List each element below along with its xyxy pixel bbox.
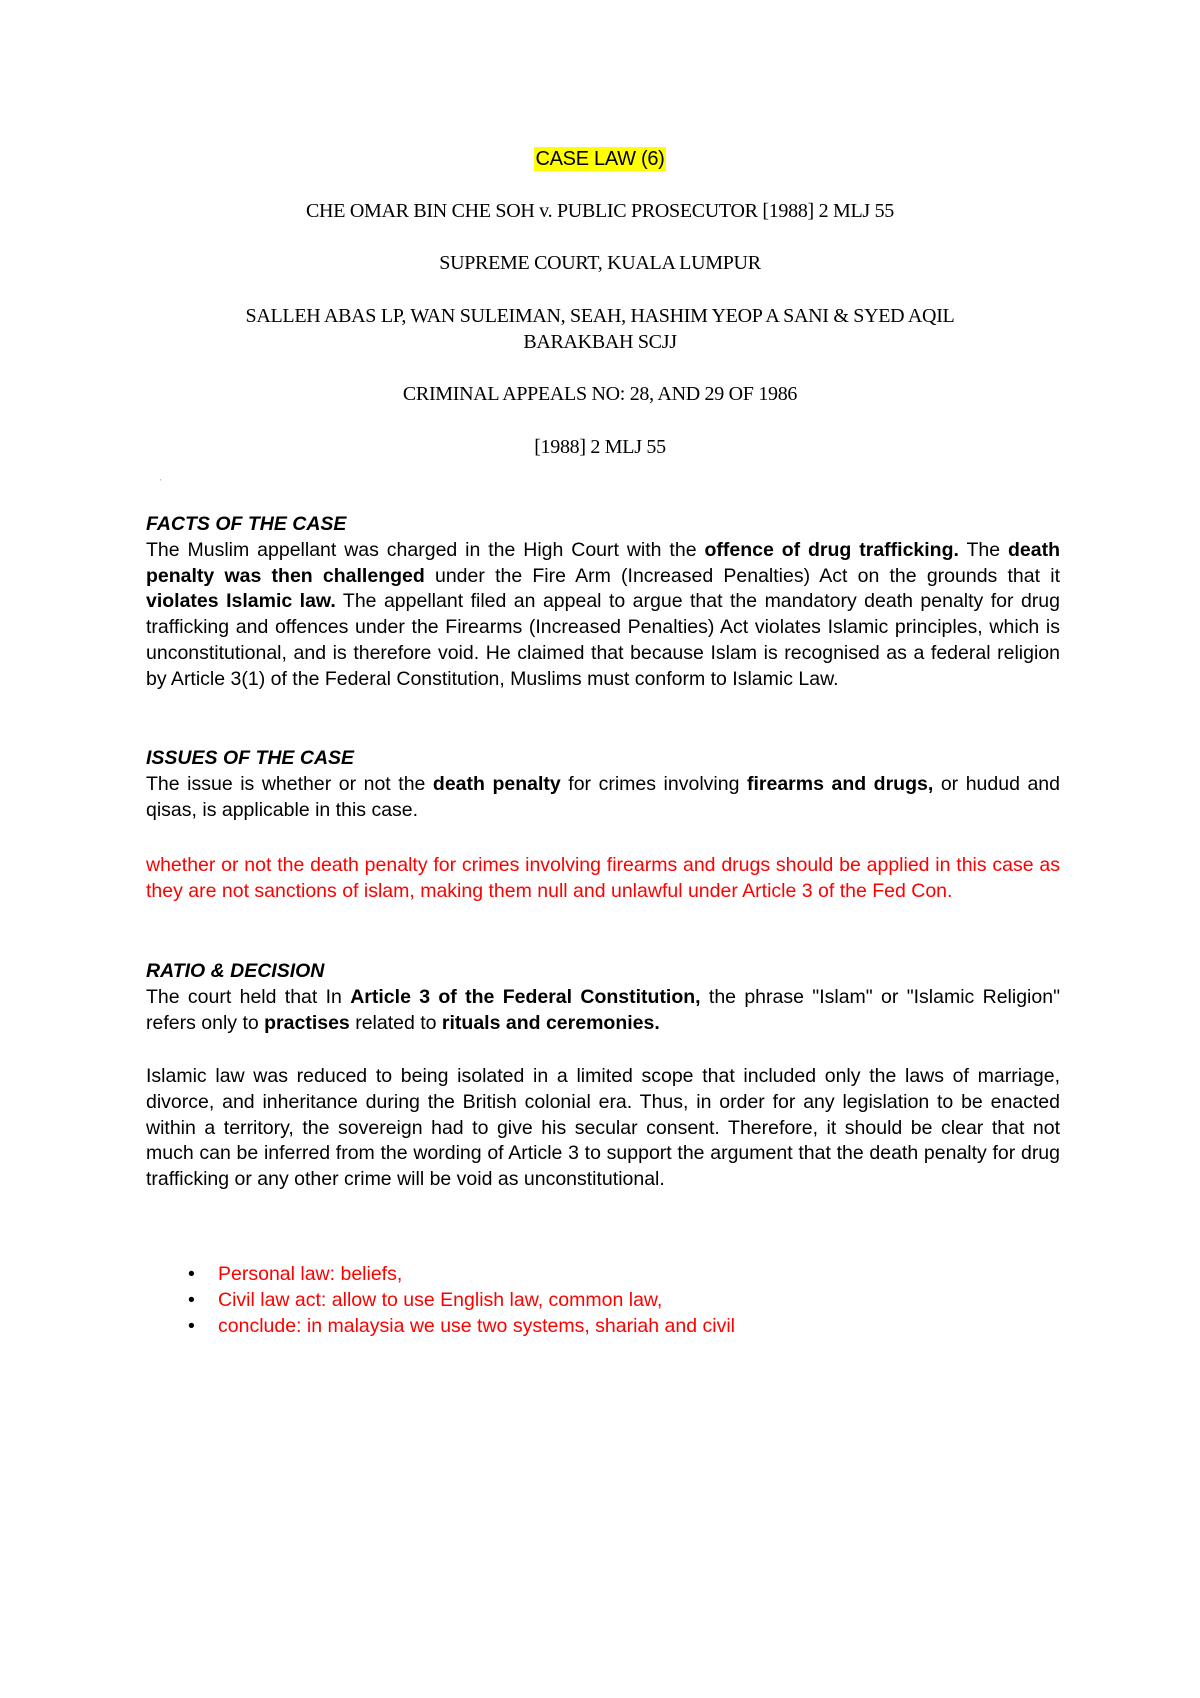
ratio-paragraph: Islamic law was reduced to being isolated in a limited scope that included only the laws of marriage, divorce, and inheritance during the British colonial era. Thus, in order for any legislation to be enacted within a territory, the sovereign had to give his secular consent. Therefore, it should be clear that not much can be inferred from the wording of Article 3 to support the argument that the death penalty for drug trafficking or any other crime will be void as unconstitutional. xyxy=(146,1065,1060,1191)
issues-text: The issue is whether or not the death penalty for crimes involving firearms and drugs, or hudud and qisas, is applicable in this case. xyxy=(146,772,1061,821)
list-item: • Civil law act: allow to use English law, common law, xyxy=(188,1288,663,1311)
judges xyxy=(0,303,1200,355)
case-name: CHE OMAR BIN CHE SOH v. PUBLIC PROSECUTOR [1988] 2 MLJ 55 xyxy=(306,200,894,222)
ratio-section xyxy=(146,959,1060,1036)
issues-note: whether or not the death penalty for crimes involving firearms and drugs should be applied in this case as they are not sanctions of islam, making them null and unlawful under Article 3 of the Fed Con. xyxy=(146,854,1060,902)
citation: [1988] 2 MLJ 55 xyxy=(534,436,666,458)
stray-mark: ' xyxy=(160,478,162,487)
facts-text: The Muslim appellant was charged in the High Court with the offence of drug trafficking. The death penalty was then challenged under the Fire Arm (Increased Penalties) Act on the grounds that it violates Islamic law. The appellant filed an appeal to argue that the mandatory death penalty for drug trafficking and offences under the Firearms (Increased Penalties) Act violates Islamic principles, which is unconstitutional, and is therefore void. He claimed that because Islam is recognised as a federal religion by Article 3(1) of the Federal Constitution, Muslims must conform to Islamic Law. xyxy=(146,538,1060,690)
judges-line-1: SALLEH ABAS LP, WAN SULEIMAN, SEAH, HASHIM YEOP A SANI & SYED AQIL xyxy=(245,305,955,327)
appeals-number: CRIMINAL APPEALS NO: 28, AND 29 OF 1986 xyxy=(402,383,798,405)
list-item: • Personal law: beliefs, xyxy=(188,1263,403,1285)
notes-list xyxy=(146,1262,735,1339)
judges-line-2: BARAKBAH SCJJ xyxy=(523,331,677,353)
issues-section xyxy=(146,746,1060,823)
facts-section xyxy=(146,512,1060,693)
facts-heading: FACTS OF THE CASE xyxy=(146,513,347,535)
ratio-text: The court held that In Article 3 of the Federal Constitution, the phrase "Islam" or "Islamic Religion" refers only to practises related to rituals and ceremonies. xyxy=(146,985,1060,1034)
issues-heading: ISSUES OF THE CASE xyxy=(146,747,355,769)
court-name: SUPREME COURT, KUALA LUMPUR xyxy=(439,252,761,274)
ratio-heading: RATIO & DECISION xyxy=(146,960,325,982)
list-item: • conclude: in malaysia we use two systems, shariah and civil xyxy=(188,1314,735,1337)
case-label: CASE LAW (6) xyxy=(535,148,665,170)
